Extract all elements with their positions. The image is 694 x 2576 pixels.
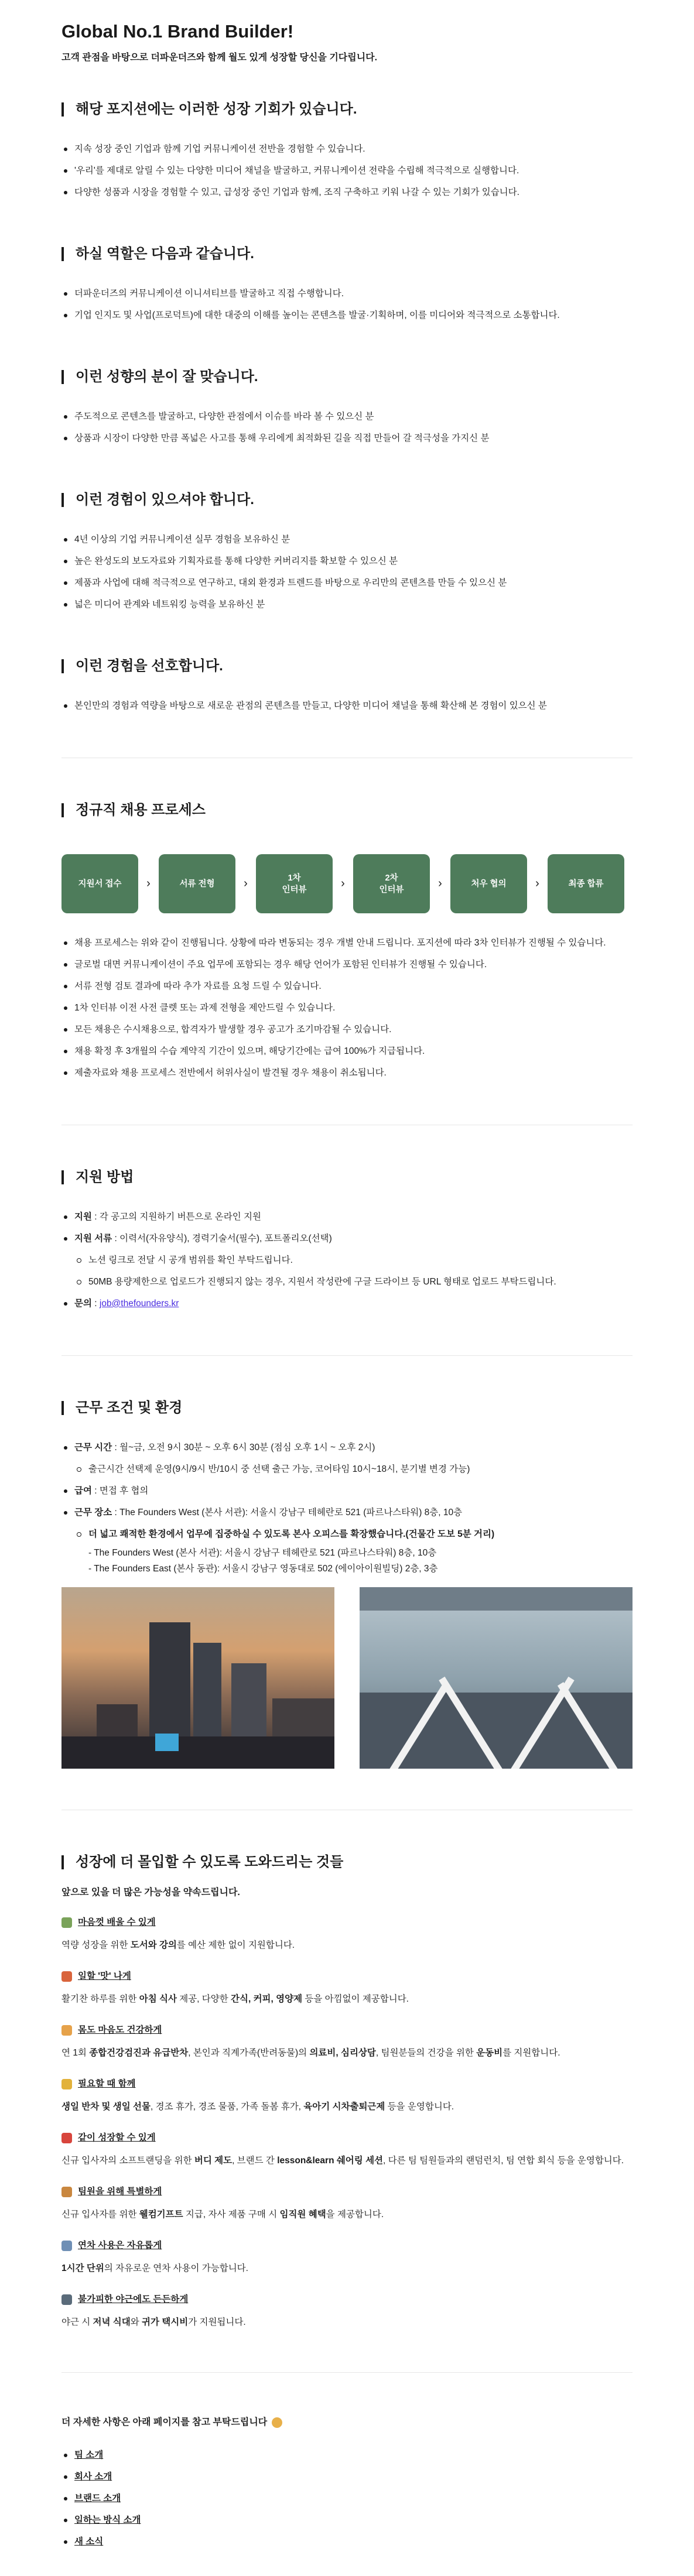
page-link[interactable]: 회사 소개 [61, 2466, 633, 2488]
list-item: 본인만의 경험과 역량을 바탕으로 새로운 관점의 콘텐츠를 만들고, 다양한 미디어 채널을 통해 확산해 본 경험이 있으신 분 [61, 695, 633, 717]
list-item: 모든 채용은 수시채용으로, 합격자가 발생할 경우 공고가 조기마감될 수 있습니다. [61, 1019, 633, 1040]
heading-bar [61, 370, 64, 384]
page-subtitle: 고객 관점을 바탕으로 더파운더즈와 함께 월도 있게 성장할 당신을 기다립니다. [61, 53, 378, 63]
list-item: 제품과 사업에 대해 적극적으로 연구하고, 대외 환경과 트렌드를 바탕으로 우리만의 콘텐츠를 만들 수 있으신 분 [61, 572, 633, 594]
apply-heading: 지원 방법 [76, 1169, 134, 1185]
list-item: 노션 링크로 전달 시 공개 범위를 확인 부탁드립니다. [74, 1249, 633, 1271]
conditions-heading: 근무 조건 및 환경 [76, 1400, 183, 1416]
office-line: - The Founders West (본사 서관): 서울시 강남구 테헤란로 521 (파르나스타워) 8층, 10층 [88, 1548, 437, 1558]
chevron-right-icon: › [438, 877, 442, 890]
benefit-emoji-icon [61, 2025, 72, 2036]
smile-emoji-icon [272, 2417, 282, 2428]
chevron-right-icon: › [244, 877, 248, 890]
list-item: 근무 장소 : The Founders West (본사 서관): 서울시 강남구 테헤란로 521 (파르나스타워) 8층, 10층 더 넓고 쾌적한 환경에서 업무에 집중하실 수 있도록 본사 오피스를 확장했습니다.(건물간 도보 5분 거리) - The Founders West (본사 서관): 서울시 강남구 테헤란로 521 (파르나스타워) 8층, 10층 - The Founders East (본사 동관): 서울시 강남구 영동대로 502 (에이아이원빌딩) 2층, 3층 [61, 1502, 633, 1577]
conditions-list [61, 1437, 633, 1577]
list-item: 기업 인지도 및 사업(프로덕트)에 대한 대중의 이해를 높이는 콘텐츠를 발굴·기획하며, 이를 미디어와 적극적으로 소통합니다. [61, 304, 633, 326]
requirement-section [61, 490, 633, 615]
benefit-description: 신규 입사자의 소프트랜딩을 위한 버디 제도, 브랜드 간 lesson&learn 쉐어링 세션, 다른 팀 팀원들과의 랜덤런치, 팀 연합 회식 등을 운영합니다. [61, 2156, 624, 2166]
benefit-title: 몸도 마음도 건강하게 [78, 2025, 162, 2035]
benefit-description: 생일 반차 및 생일 선물, 경조 휴가, 경조 물품, 가족 돌봄 휴가, 육아기 시차출퇴근제 등을 운영합니다. [61, 2102, 454, 2112]
list-item: 1차 인터뷰 이전 사전 클렛 또는 과제 전형을 제안드릴 수 있습니다. [61, 997, 633, 1019]
list-item: 상품과 시장이 다양한 만큼 폭넓은 사고를 통해 우리에게 최적화된 길을 직접 만들어 갈 적극성을 가지신 분 [61, 427, 633, 449]
section-heading: 이런 경험이 있으셔야 합니다. [76, 492, 254, 508]
benefit-item [61, 1913, 633, 1954]
list-item: 4년 이상의 기업 커뮤니케이션 실무 경험을 보유하신 분 [61, 529, 633, 550]
list-item: 다양한 성품과 시장을 경험할 수 있고, 급성장 중인 기업과 함께, 조직 구축하고 키워 나갈 수 있는 기회가 있습니다. [61, 181, 633, 203]
conditions-section [61, 1398, 633, 1769]
office-building-photo [61, 1587, 334, 1769]
list-item: 출근시간 선택제 운영(9시/9시 반/10시 중 선택 출근 가능, 코어타임 10시~18시, 분기별 변경 가능) [74, 1458, 633, 1480]
section-heading: 해당 포지션에는 이러한 성장 기회가 있습니다. [76, 101, 357, 117]
page-title: Global No.1 Brand Builder! [61, 21, 294, 42]
list-item: 지속 성장 중인 기업과 함께 기업 커뮤니케이션 전반을 경험할 수 있습니다. [61, 138, 633, 160]
sub-list [74, 1249, 633, 1293]
heading-bar [61, 1401, 64, 1415]
list-item: 근무 시간 : 월~금, 오전 9시 30분 ~ 오후 6시 30분 (점심 오후 1시 ~ 오후 2시) 출근시간 선택제 운영(9시/9시 반/10시 중 선택 출근 가능, 코어타임 10시~18시, 분기별 변경 가능) [61, 1437, 633, 1480]
benefit-description: 야근 시 저녁 식대와 귀가 택시비가 지원됩니다. [61, 2317, 246, 2327]
requirement-section [61, 100, 633, 203]
heading-bar [61, 803, 64, 817]
contact-email-link[interactable]: job@thefounders.kr [99, 1299, 179, 1308]
benefit-item [61, 2129, 633, 2170]
process-flow [61, 854, 633, 913]
list-item: 지원 : 각 공고의 지원하기 버튼으로 온라인 지원 [61, 1206, 633, 1228]
list-item: 주도적으로 콘텐츠를 발굴하고, 다양한 관점에서 이슈를 바라 볼 수 있으신 분 [61, 406, 633, 427]
benefit-item [61, 1967, 633, 2008]
section-heading: 하실 역할은 다음과 같습니다. [76, 246, 254, 262]
benefit-list [61, 1913, 633, 2331]
office-entrance-photo [360, 1587, 633, 1769]
requirement-section [61, 244, 633, 326]
chevron-right-icon: › [535, 877, 539, 890]
list-item: 더파운더즈의 커뮤니케이션 이니셔티브를 발굴하고 직접 수행합니다. [61, 283, 633, 304]
heading-bar [61, 1855, 64, 1869]
process-notes [61, 932, 633, 1084]
benefits-section [61, 1852, 633, 2331]
requirement-section [61, 367, 633, 449]
benefit-title: 마음껏 배울 수 있게 [78, 1917, 156, 1927]
heading-bar [61, 247, 64, 261]
process-heading: 정규직 채용 프로세스 [76, 802, 206, 818]
process-step: 1차 인터뷰 [256, 854, 333, 913]
process-step: 최종 합류 [548, 854, 624, 913]
heading-bar [61, 1170, 64, 1184]
heading-bar [61, 659, 64, 673]
process-step: 서류 전형 [159, 854, 235, 913]
benefit-description: 신규 입사자를 위한 웰컴기프트 지급, 자사 제품 구매 시 임직원 혜택을 제공합니다. [61, 2210, 384, 2219]
benefit-emoji-icon [61, 1917, 72, 1928]
requirement-sections [61, 100, 633, 717]
section-heading: 이런 경험을 선호합니다. [76, 658, 223, 674]
list-item: 서류 전형 검토 결과에 따라 추가 자료를 요청 드릴 수 있습니다. [61, 975, 633, 997]
process-step: 지원서 접수 [61, 854, 138, 913]
chevron-right-icon: › [341, 877, 345, 890]
benefit-emoji-icon [61, 2133, 72, 2143]
section-heading: 이런 성향의 분이 잘 맞습니다. [76, 369, 258, 385]
benefit-emoji-icon [61, 1971, 72, 1982]
benefit-item [61, 2290, 633, 2331]
page-link[interactable]: 브랜드 소개 [61, 2488, 633, 2509]
benefit-item [61, 2021, 633, 2062]
benefit-title: 필요할 때 함께 [78, 2079, 136, 2089]
benefit-description: 활기찬 하루를 위한 아침 식사 제공, 다양한 간식, 커피, 영양제 등을 아낌없이 제공합니다. [61, 1994, 409, 2004]
divider [61, 2372, 633, 2373]
benefit-description: 연 1회 종합건강검진과 유급반차, 본인과 직계가족(반려동물)의 의료비, 심리상담, 팀원분들의 건강을 위한 운동비를 지원합니다. [61, 2048, 560, 2058]
divider [61, 1355, 633, 1356]
more-title: 더 자세한 사항은 아래 페이지를 참고 부탁드립니다 [61, 2417, 268, 2427]
page-link[interactable]: 팀 소개 [61, 2444, 633, 2466]
benefit-emoji-icon [61, 2241, 72, 2251]
list-item: 더 넓고 쾌적한 환경에서 업무에 집중하실 수 있도록 본사 오피스를 확장했습니다.(건물간 도보 5분 거리) [74, 1523, 633, 1545]
office-photos [61, 1587, 633, 1769]
benefit-description: 역량 성장을 위한 도서와 강의를 예산 제한 없이 지원합니다. [61, 1940, 295, 1950]
requirement-section [61, 656, 633, 717]
more-links [61, 2444, 633, 2553]
benefit-item [61, 2183, 633, 2224]
apply-section [61, 1167, 633, 1314]
benefits-lead: 앞으로 있을 더 많은 가능성을 약속드립니다. [61, 1888, 240, 1897]
benefit-title: 불가피한 야근에도 든든하게 [78, 2294, 189, 2304]
apply-list [61, 1206, 633, 1314]
heading-bar [61, 493, 64, 507]
process-step: 2차 인터뷰 [353, 854, 430, 913]
benefit-title: 연차 사용은 자유롭게 [78, 2241, 162, 2250]
chevron-right-icon: › [146, 877, 151, 890]
list-item: '우리'를 제대로 알릴 수 있는 다양한 미디어 채널을 발굴하고, 커뮤니케이션 전략을 수립해 적극적으로 실행합니다. [61, 160, 633, 181]
process-step: 처우 협의 [450, 854, 527, 913]
benefit-title: 팀원을 위해 특별하게 [78, 2187, 162, 2197]
list-item: 제출자료와 채용 프로세스 전반에서 허위사실이 발견될 경우 채용이 취소됩니다. [61, 1062, 633, 1084]
benefit-title: 같이 성장할 수 있게 [78, 2133, 156, 2143]
list-item: 50MB 용량제한으로 업로드가 진행되지 않는 경우, 지원서 작성란에 구글 드라이브 등 URL 형태로 업로드 부탁드립니다. [74, 1271, 633, 1293]
benefit-item [61, 2236, 633, 2277]
more-section [61, 2415, 633, 2553]
list-item: 지원 서류 : 이력서(자유양식), 경력기술서(필수), 포트폴리오(선택) 노션 링크로 전달 시 공개 범위를 확인 부탁드립니다. 50MB 용량제한으로 업로드가 진행되지 않는 경우, 지원서 작성란에 구글 드라이브 등 URL 형태로 업로드 부탁드립니다. [61, 1228, 633, 1293]
list-item: 넓은 미디어 관계와 네트워킹 능력을 보유하신 분 [61, 594, 633, 615]
list-item: 높은 완성도의 보도자료와 기획자료를 통해 다양한 커버리지를 확보할 수 있으신 분 [61, 550, 633, 572]
benefit-item [61, 2075, 633, 2116]
page-link[interactable]: 새 소식 [61, 2531, 633, 2553]
office-line: - The Founders East (본사 동관): 서울시 강남구 영동대로 502 (에이아이원빌딩) 2층, 3층 [88, 1564, 438, 1574]
list-item: 채용 프로세스는 위와 같이 진행됩니다. 상황에 따라 변동되는 경우 개별 안내 드립니다. 포지션에 따라 3차 인터뷰가 진행될 수 있습니다. [61, 932, 633, 954]
list-item: 문의 : job@thefounders.kr [61, 1293, 633, 1314]
benefits-heading: 성장에 더 몰입할 수 있도록 도와드리는 것들 [76, 1854, 344, 1870]
list-item: 채용 확정 후 3개월의 수습 계약직 기간이 있으며, 해당기간에는 급여 100%가 지급됩니다. [61, 1040, 633, 1062]
benefit-title: 일할 '맛' 나게 [78, 1971, 131, 1981]
benefit-emoji-icon [61, 2079, 72, 2089]
benefit-description: 1시간 단위의 자유로운 연차 사용이 가능합니다. [61, 2263, 248, 2273]
list-item: 글로벌 대면 커뮤니케이션이 주요 업무에 포함되는 경우 해당 언어가 포함된 인터뷰가 진행될 수 있습니다. [61, 954, 633, 975]
process-section [61, 800, 633, 1084]
heading-bar [61, 102, 64, 117]
benefit-emoji-icon [61, 2187, 72, 2197]
list-item: 급여 : 면접 후 협의 [61, 1480, 633, 1502]
benefit-emoji-icon [61, 2294, 72, 2305]
page-link[interactable]: 일하는 방식 소개 [61, 2509, 633, 2531]
